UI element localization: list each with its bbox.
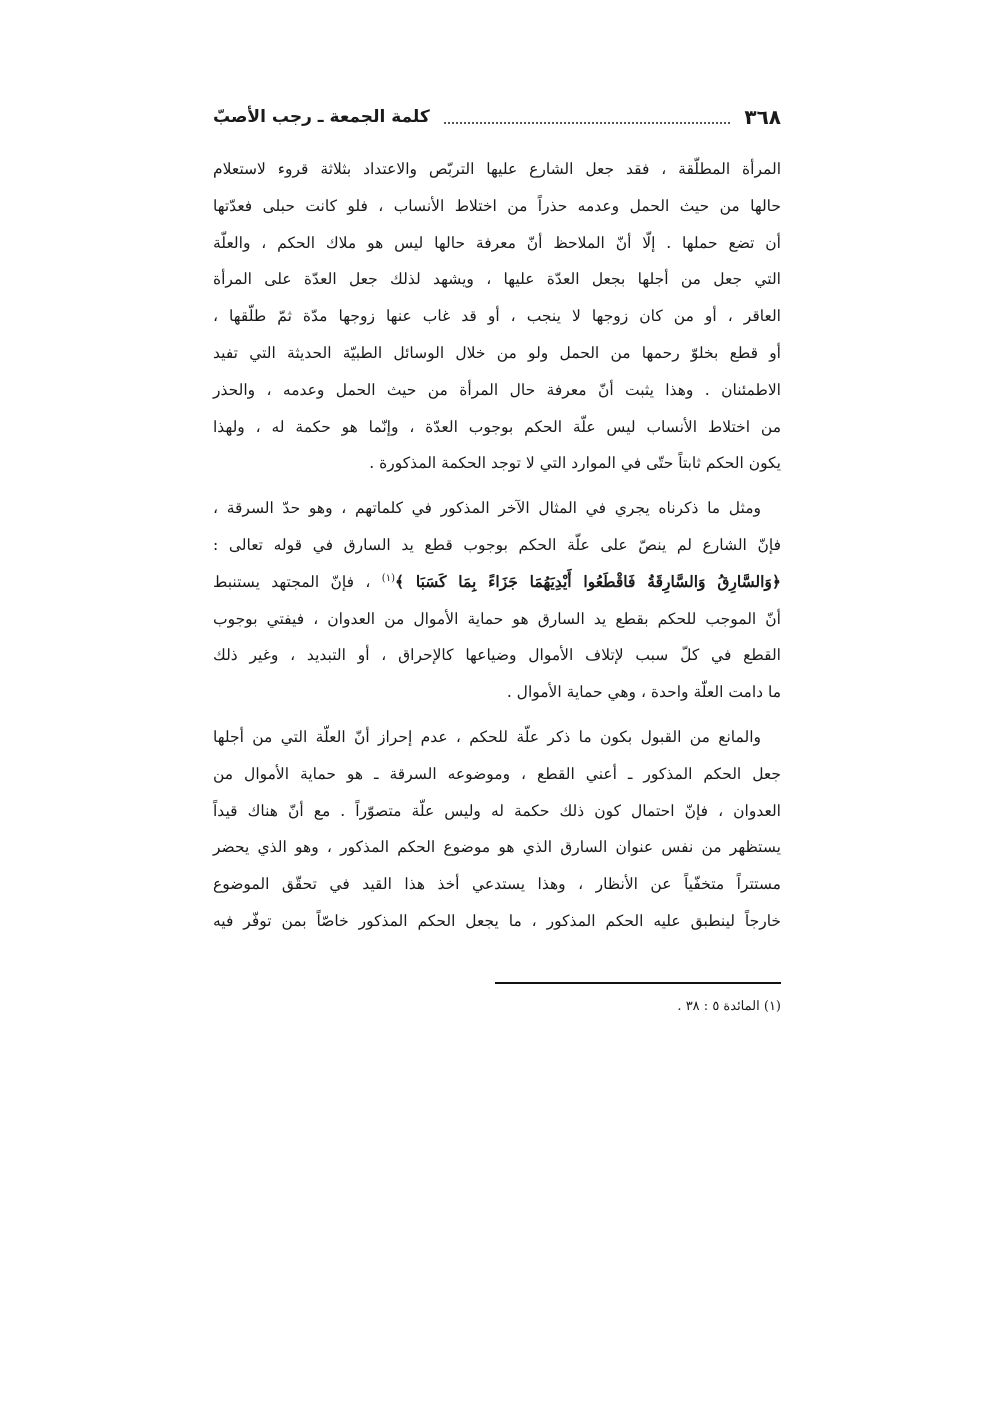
text-line: أو قطع بخلوّ رحمها من الحمل ولو من خلال الوسائل الطبيّة الحديثة التي تفيد [213,343,781,362]
main-text [213,151,781,948]
text-line: فإنّ الشارع لم ينصّ على علّة الحكم بوجوب قطع يد السارق في قوله تعالى : [213,535,781,554]
page-number: ٣٦٨ [744,105,781,129]
paragraph-1 [213,151,781,482]
verse-continuation: ، فإنّ المجتهد يستنبط [213,572,371,591]
text-line: من اختلاط الأنساب ليس علّة الحكم بوجوب العدّة ، وإنّما هو حكمة له ، ولهذا [213,417,781,436]
text-line: والمانع من القبول بكون ما ذكر علّة للحكم ، عدم إحراز أنّ العلّة التي من أجلها [213,727,761,746]
footnote-separator [495,982,781,984]
text-line: الاطمئنان . وهذا يثبت أنّ معرفة حال المرأة من حيث الحمل وعدمه ، والحذر [213,380,781,399]
text-line: القطع في كلّ سبب لإتلاف الأموال وضياعها كالإحراق ، أو التبديد ، وغير ذلك [213,646,781,665]
text-line: جعل الحكم المذكور ـ أعني القطع ، وموضوعه السرقة ـ هو حماية الأموال من [213,764,781,783]
text-line: خارجاً لينطبق عليه الحكم المذكور ، ما يجعل الحكم المذكور خاصّاً بمن توفّر فيه [213,911,781,930]
text-line: التي جعل من أجلها بجعل العدّة عليها ، ويشهد لذلك جعل العدّة على المرأة [213,270,781,289]
text-line: مستتراً متخفّياً عن الأنظار ، وهذا يستدعي أخذ هذا القيد في تحقّق الموضوع [213,875,781,894]
text-line: ومثل ما ذكرناه يجري في المثال الآخر المذكور في كلماتهم ، وهو حدّ السرقة ، [213,499,761,518]
text-line: ما دامت العلّة واحدة ، وهي حماية الأموال . [506,683,781,702]
header-dotted-leader [444,122,731,124]
text-line: العدوان ، فإنّ احتمال كون ذلك حكمة له وليس علّة متصوّراً . مع أنّ هناك قيداً [213,801,781,820]
text-line: العاقر ، أو من كان زوجها لا ينجب ، أو قد غاب عنها زوجها مدّة ثمّ طلّقها ، [213,307,781,326]
running-title: كلمة الجمعة ـ رجب الأصبّ [213,107,430,127]
text-line: أنّ الموجب للحكم بقطع يد السارق هو حماية الأموال من العدوان ، فيفتي بوجوب [213,609,781,628]
text-line: أن تضع حملها . إلّا أنّ الملاحظ أنّ معرفة حالها ليس هو ملاك الحكم ، والعلّة [213,233,781,252]
text-line: المرأة المطلّقة ، فقد جعل الشارع عليها التربّص والاعتداد بثلاثة قروء لاستعلام [213,160,781,178]
page-header [213,100,781,134]
text-line: حالها من حيث الحمل وعدمه حذراً من اختلاط الأنساب ، فلو كانت حبلى فعدّتها [213,196,781,215]
quran-verse-line [213,564,781,601]
paragraph-2 [213,490,781,711]
text-line: يكون الحكم ثابتاً حتّى في الموارد التي لا توجد الحكمة المذكورة . [369,454,781,473]
quran-verse: ﴿وَالسَّارِقُ وَالسَّارِقَةُ فَاقْطَعُوا أَيْدِيَهُمَا جَزَاءً بِمَا كَسَبَا ﴾ [394,571,782,591]
footnote-marker[interactable]: (١) [381,572,395,584]
text-line: يستظهر من نفس عنوان السارق الذي هو موضوع الحكم المذكور ، وهو الذي يحضر [213,838,781,857]
paragraph-3 [213,719,781,940]
footnote: (١) المائدة ٥ : ٣٨ . [677,999,781,1014]
